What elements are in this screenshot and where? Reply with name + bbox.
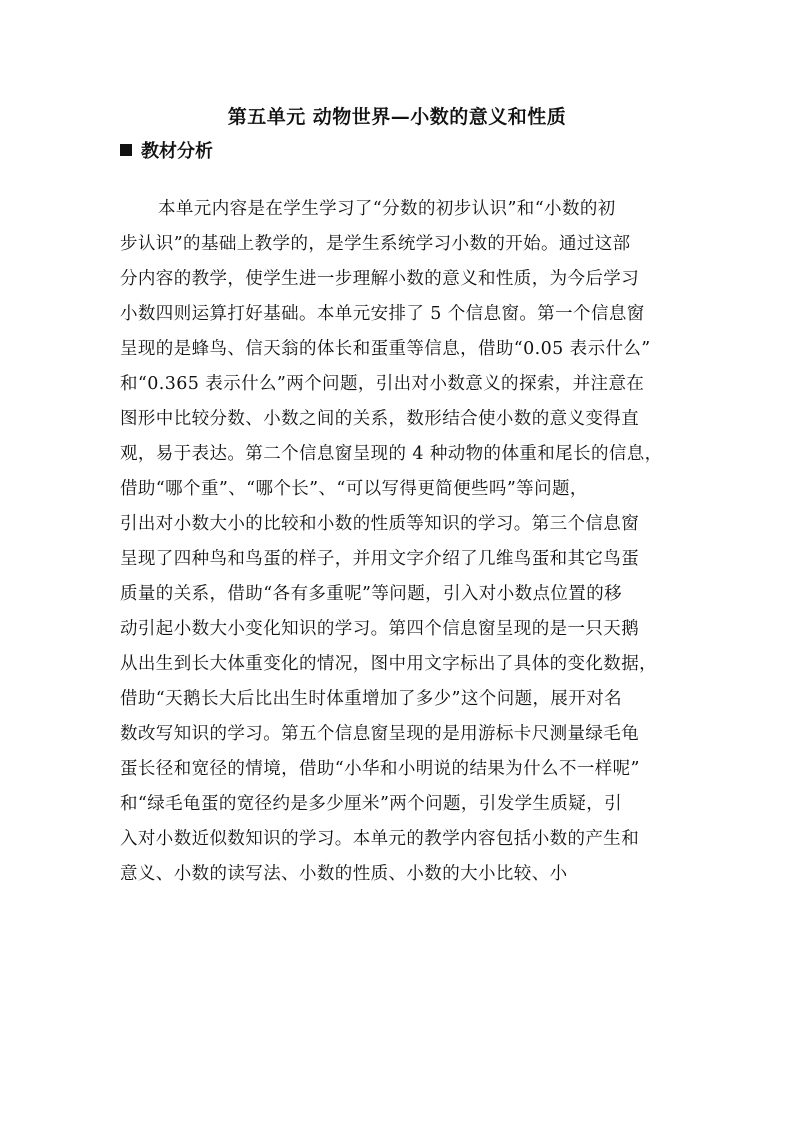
paragraph-line: 呈现了四种鸟和鸟蛋的样子，并用文字介绍了几维鸟蛋和其它鸟蛋 [120,549,640,569]
paragraph-line: 和“0.365 表示什么”两个问题，引出对小数意义的探索，并注意在 [120,374,645,394]
black-square-icon [120,144,132,156]
paragraph-line: 小数四则运算打好基础。本单元安排了 5 个信息窗。第一个信息窗 [120,304,645,324]
paragraph-line: 和“绿毛龟蛋的宽径约是多少厘米”两个问题，引发学生质疑，引 [120,794,622,814]
page-title: 第五单元 动物世界—小数的意义和性质 [227,106,567,128]
paragraph-line: 从出生到长大体重变化的情况，图中用文字标出了具体的变化数据， [120,654,657,674]
paragraph-line: 步认识”的基础上教学的，是学生系统学习小数的开始。通过这部 [120,234,631,254]
body-paragraph [120,194,690,894]
paragraph-line: 入对小数近似数知识的学习。本单元的教学内容包括小数的产生和 [120,829,640,849]
paragraph-line: 借助“天鹅长大后比出生时体重增加了多少”这个问题，展开对名 [120,689,622,709]
paragraph-line: 本单元内容是在学生学习了“分数的初步认识”和“小数的初 [158,199,616,219]
paragraph-line: 动引起小数大小变化知识的学习。第四个信息窗呈现的是一只天鹅 [120,619,640,639]
paragraph-line: 蛋长径和宽径的情境，借助“小华和小明说的结果为什么不一样呢” [120,759,640,779]
paragraph-line: 引出对小数大小的比较和小数的性质等知识的学习。第三个信息窗 [120,514,640,534]
paragraph-line: 质量的关系，借助“各有多重呢”等问题，引入对小数点位置的移 [120,584,622,604]
paragraph-line: 数改写知识的学习。第五个信息窗呈现的是用游标卡尺测量绿毛龟 [120,724,640,744]
section-heading-text: 教材分析 [141,141,213,162]
paragraph-line: 意义、小数的读写法、小数的性质、小数的大小比较、小 [120,864,568,884]
paragraph-line: 观，易于表达。第二个信息窗呈现的 4 种动物的体重和尾长的信息， [120,444,663,464]
paragraph-line: 借助“哪个重”、“哪个长”、“可以写得更简便些吗”等问题， [120,479,588,499]
paragraph-line: 分内容的教学，使学生进一步理解小数的意义和性质，为今后学习 [120,269,640,289]
paragraph-line: 呈现的是蜂鸟、信天翁的体长和蛋重等信息，借助“0.05 表示什么” [120,339,651,359]
section-heading [120,140,213,164]
paragraph-line: 图形中比较分数、小数之间的关系，数形结合使小数的意义变得直 [120,409,640,429]
